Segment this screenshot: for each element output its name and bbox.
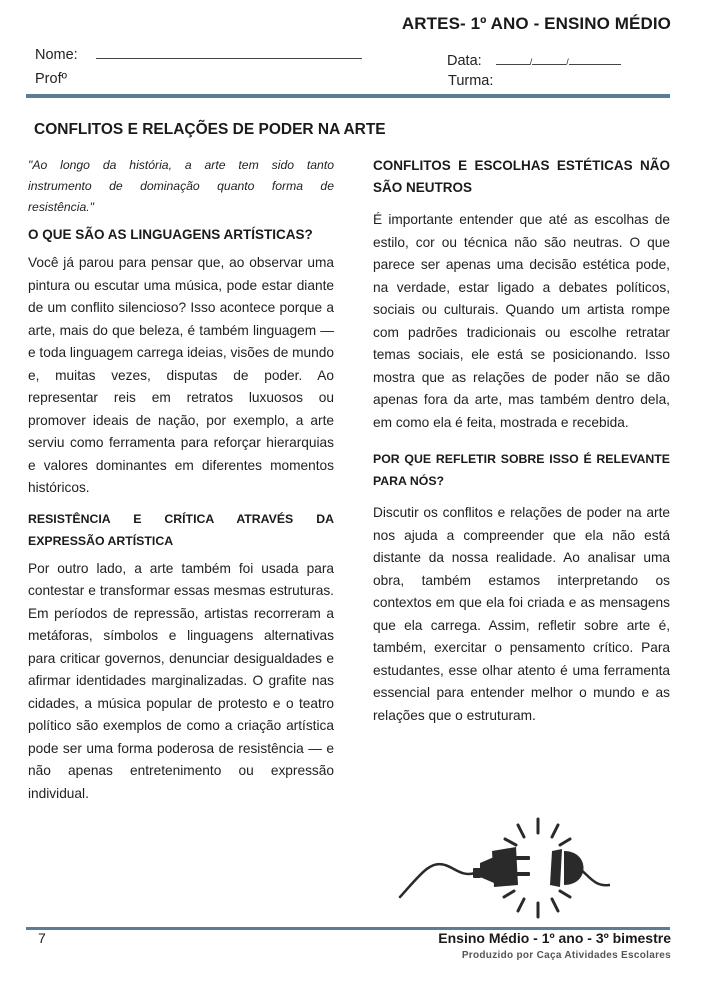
section-heading-resistencia: RESISTÊNCIA E CRÍTICA ATRAVÉS DA EXPRESSÃO ARTÍSTICA (28, 511, 334, 548)
date-separator: / (529, 57, 533, 67)
section-body-linguagens: Você já parou para pensar que, ao observar uma pintura ou escutar uma música, pode estar diante de um conflito silencioso? Isso acontece porque a arte, mais do que beleza, é também linguagem — e toda linguagem carrega ideias, visões de mundo e, muitas vezes, disputas de poder. Ao representar reis em retratos luxuosos ou promover ideais de nação, por exemplo, a arte serviu como ferramenta para reforçar hierarquias e valores dominantes em diferentes momentos históricos. (28, 255, 334, 495)
date-separator: / (566, 57, 569, 67)
name-field[interactable] (35, 46, 362, 63)
footer-credit: Produzido por Caça Atividades Escolares (461, 950, 671, 961)
page-title: CONFLITOS E RELAÇÕES DE PODER NA ARTE (34, 121, 386, 138)
header-divider (26, 94, 670, 98)
name-blank-line[interactable] (96, 46, 362, 59)
right-column (373, 155, 670, 731)
section-body-resistencia: Por outro lado, a arte também foi usada para contestar e transformar essas mesmas estruturas. Em períodos de repressão, artistas recorreram a metáforas, símbolos e linguagens alternativas para criticar governos, denunciar desigualdades e afirmar identidades marginalizadas. O grafite nas cidades, a música popular de protesto e o teatro político são exemplos de como a criação artística pode ser uma forma poderosa de resistência — e não apenas entretenimento ou expressão individual. (28, 560, 334, 801)
date-field[interactable] (447, 53, 621, 69)
name-label: Nome: (35, 47, 78, 63)
footer-title: Ensino Médio - 1º ano - 3º bimestre (438, 930, 671, 946)
date-label: Data: (447, 53, 482, 69)
date-day-blank[interactable] (496, 55, 530, 65)
section-body-relevancia: Discutir os conflitos e relações de poder na arte nos ajuda a compreender que ela não está distante da nossa realidade. Ao analisar uma obra, também estamos interpretando os contextos em que ela foi criada e as mensagens que ela carrega. Assim, refletir sobre arte é, também, exercitar o pensamento crítico. Para estudantes, esse olhar atento é uma ferramenta essencial para entender melhor o mundo e as relações que o estruturam. (373, 505, 670, 723)
teacher-label: Profº (35, 71, 67, 87)
class-label: Turma: (448, 73, 494, 89)
unplugged-power-plug-icon (390, 805, 610, 920)
section-heading-linguagens: O QUE SÃO AS LINGUAGENS ARTÍSTICAS? (28, 227, 313, 242)
page-number: 7 (38, 930, 46, 946)
date-year-blank[interactable] (569, 55, 621, 65)
left-column (28, 155, 334, 809)
epigraph-quote: "Ao longo da história, a arte tem sido tanto instrumento de dominação quanto forma de resistência." (28, 158, 334, 214)
section-body-escolhas-esteticas: É importante entender que até as escolhas de estilo, cor ou técnica não são neutras. O que parece ser apenas uma decisão estética pode, na verdade, estar ligado a debates políticos, sociais ou culturais. Quando um artista rompe com padrões tradicionais ou escolhe retratar temas sociais, ele está se posicionando. Isso mostra que as relações de poder não se dão apenas fora da arte, mas também dentro dela, em como ela é feita, mostrada e recebida. (373, 212, 670, 430)
section-heading-relevancia: POR QUE REFLETIR SOBRE ISSO É RELEVANTE PARA NÓS? (373, 452, 670, 488)
date-month-blank[interactable] (529, 55, 566, 67)
section-heading-escolhas-esteticas: CONFLITOS E ESCOLHAS ESTÉTICAS NÃO SÃO NEUTROS (373, 158, 670, 195)
worksheet-header-title: ARTES- 1º ANO - ENSINO MÉDIO (401, 14, 671, 33)
